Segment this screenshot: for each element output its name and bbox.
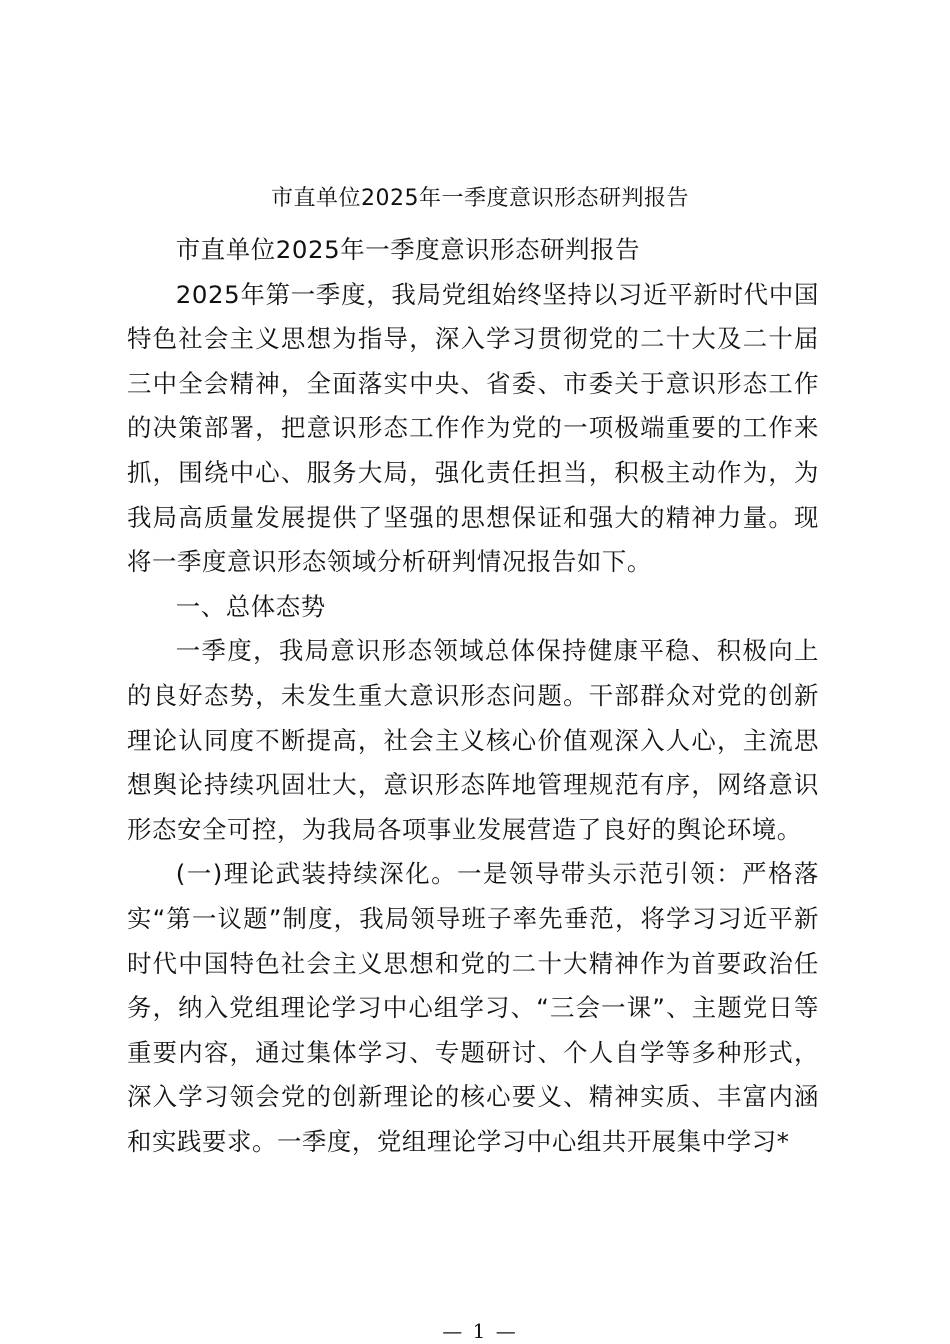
section-heading-overall: 一、总体态势 <box>175 591 326 621</box>
body-paragraph-theory: (一)理论武装持续深化。一是领导带头示范引领：严格落实“第一议题”制度，我局领导班子率先垂范，将学习习近平新时代中国特色社会主义思想和党的二十大精神作为首要政治任务，纳入党组理论学习中心组学习、“三会一课”、主题党日等重要内容，通过集体学习、专题研讨、个人自学等多种形式，深入学习领会党的创新理论的核心要义、精神实质、丰富内涵和实践要求。一季度，党组理论学习中心组共开展集中学习* <box>127 859 819 1156</box>
page-number: — 1 — <box>442 1319 518 1343</box>
body-paragraph-intro: 2025年第一季度，我局党组始终坚持以习近平新时代中国特色社会主义思想为指导，深入学习贯彻党的二十大及二十届三中全会精神，全面落实中央、省委、市委关于意识形态工作的决策部署，把意识形态工作作为党的一项极端重要的工作来抓，围绕中心、服务大局，强化责任担当，积极主动作为，为我局高质量发展提供了坚强的思想保证和强大的精神力量。现将一季度意识形态领域分析研判情况报告如下。 <box>127 279 819 577</box>
document-body <box>127 228 819 1164</box>
document-title: 市直单位2025年一季度意识形态研判报告 <box>271 186 689 211</box>
body-paragraph-overall: 一季度，我局意识形态领域总体保持健康平稳、积极向上的良好态势，未发生重大意识形态问题。干部群众对党的创新理论认同度不断提高，社会主义核心价值观深入人心，主流思想舆论持续巩固壮大，意识形态阵地管理规范有序，网络意识形态安全可控，为我局各项事业发展营造了良好的舆论环境。 <box>127 636 819 844</box>
body-heading-repeat: 市直单位2025年一季度意识形态研判报告 <box>175 235 641 264</box>
